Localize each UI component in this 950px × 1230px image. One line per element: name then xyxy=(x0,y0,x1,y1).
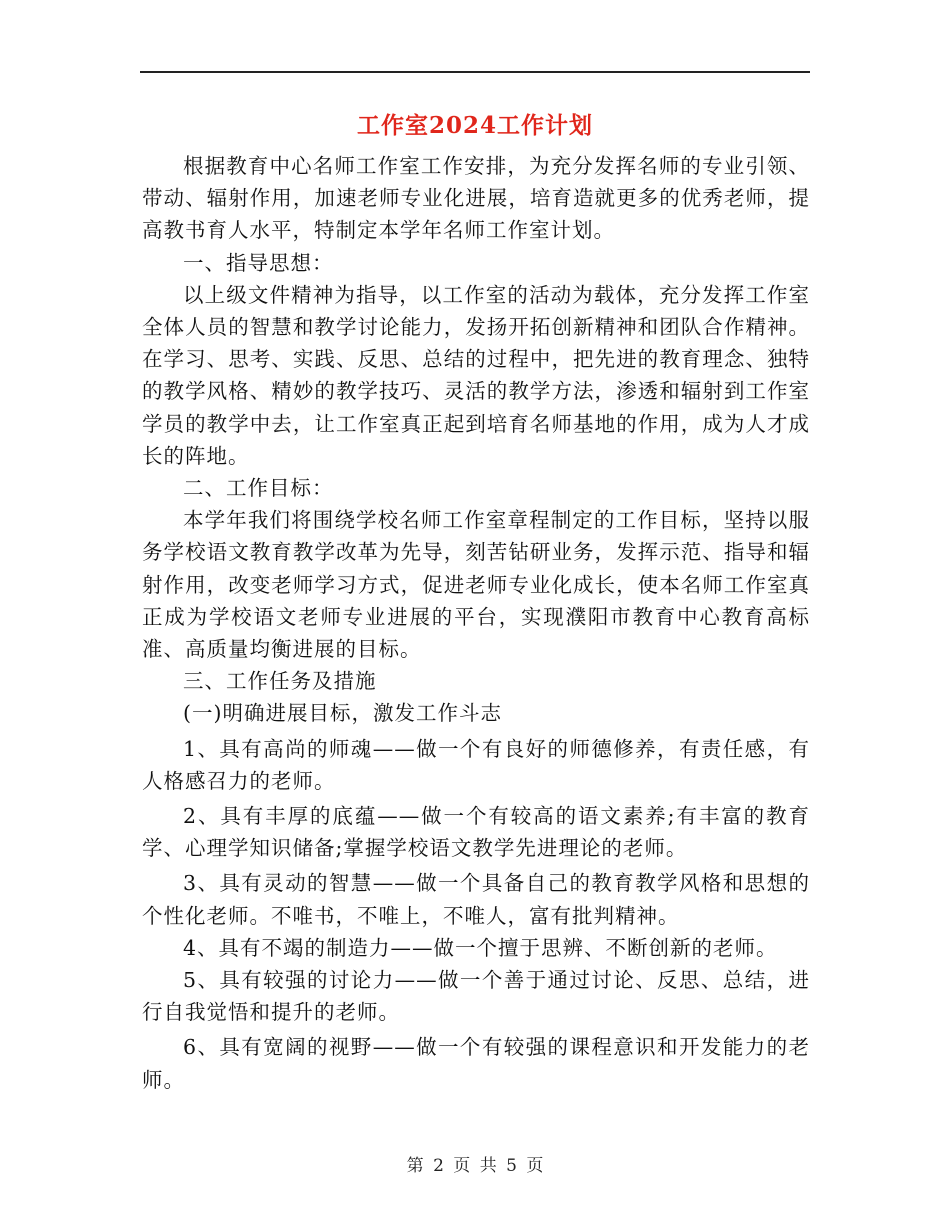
list-item-3: 3、具有灵动的智慧——做一个具备自己的教育教学风格和思想的个性化老师。不唯书，不唯上，不唯人，富有批判精神。 xyxy=(142,871,810,928)
paragraph-work-goals: 本学年我们将围绕学校名师工作室章程制定的工作目标，坚持以服务学校语文教育教学改革为先导，刻苦钻研业务，发挥示范、指导和辐射作用，改变老师学习方式，促进老师专业化成长，使本名师工作室真正成为学校语文老师专业进展的平台，实现濮阳市教育中心教育高标准、高质量均衡进展的目标。 xyxy=(142,508,810,662)
paragraph-guiding-thought: 以上级文件精神为指导，以工作室的活动为载体，充分发挥工作室全体人员的智慧和教学讨论能力，发扬开拓创新精神和团队合作精神。在学习、思考、实践、反思、总结的过程中，把先进的教育理念、独特的教学风格、精妙的教学技巧、灵活的教学方法，渗透和辐射到工作室学员的教学中去，让工作室真正起到培育名师基地的作用，成为人才成长的阵地。 xyxy=(142,282,810,468)
paragraph-intro: 根据教育中心名师工作室工作安排，为充分发挥名师的专业引领、带动、辐射作用，加速老师专业化进展，培育造就更多的优秀老师，提高教书育人水平，特制定本学年名师工作室计划。 xyxy=(142,154,810,243)
page-number: 第 2 页 共 5 页 xyxy=(406,1156,544,1176)
list-item-6: 6、具有宽阔的视野——做一个有较强的课程意识和开发能力的老师。 xyxy=(142,1035,810,1092)
subsection-heading-goals: (一)明确进展目标，激发工作斗志 xyxy=(183,701,502,726)
document-body xyxy=(142,150,810,1096)
list-item-2: 2、具有丰厚的底蕴——做一个有较高的语文素养;有丰富的教育学、心理学知识储备;掌握学校语文教学先进理论的老师。 xyxy=(142,804,810,861)
list-item-4: 4、具有不竭的制造力——做一个擅于思辨、不断创新的老师。 xyxy=(183,935,778,960)
list-item-5: 5、具有较强的讨论力——做一个善于通过讨论、反思、总结，进行自我觉悟和提升的老师。 xyxy=(142,968,810,1025)
list-item-1: 1、具有高尚的师魂——做一个有良好的师德修养，有责任感，有人格感召力的老师。 xyxy=(142,736,810,793)
document-title: 工作室2024工作计划 xyxy=(356,112,593,139)
header-rule xyxy=(140,71,810,73)
section-heading-guiding-thought: 一、指导思想： xyxy=(183,250,334,275)
section-heading-work-goals: 二、工作目标： xyxy=(183,476,334,501)
section-heading-tasks-measures: 三、工作任务及措施 xyxy=(183,669,377,694)
